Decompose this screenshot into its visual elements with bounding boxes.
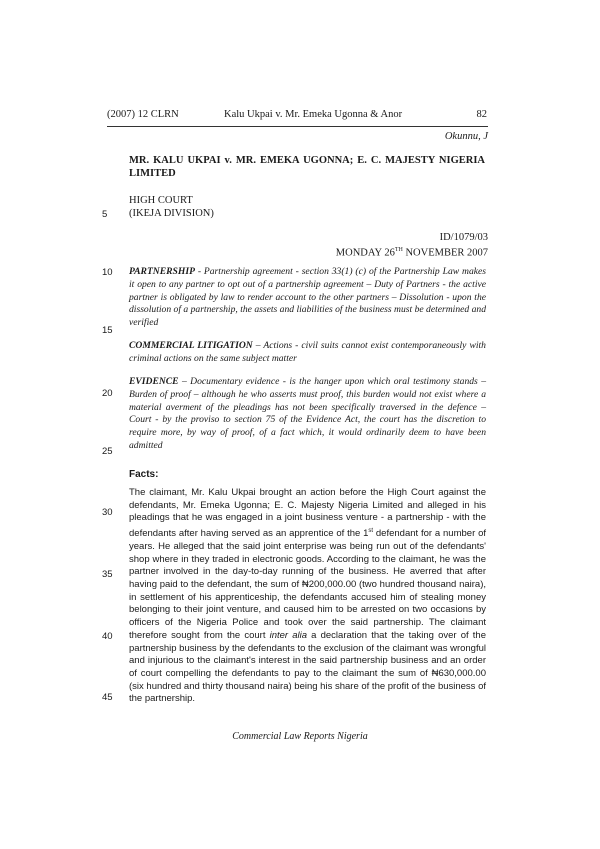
amount-paid: ₦200,000.00 (two hundred thousand naira) (301, 579, 484, 591)
line-number: 45 (102, 692, 113, 703)
suit-block (336, 231, 488, 260)
line-number: 30 (102, 507, 113, 518)
catchword-text: - Partnership agreement - section 33(1) (c) of the Partnership Law makes it open to any partner to opt out of a partnership agreement – Duty of Partners - the active partner is obligated by law to render account to the other partners – Dissolution - upon the dissolution of a partnership, the assets and liabilities of the business must be determined and verified (129, 266, 486, 329)
catchword-commercial-litigation (129, 340, 486, 366)
line-number: 20 (102, 388, 113, 399)
page-number: 82 (476, 109, 487, 120)
page-footer: Commercial Law Reports Nigeria (232, 731, 368, 742)
facts-heading: Facts: (129, 469, 159, 480)
catchword-keyword: COMMERCIAL LITIGATION (129, 340, 253, 351)
case-title: MR. KALU UKPAI v. MR. EMEKA UGONNA; E. C. MAJESTY NIGERIA LIMITED (129, 155, 485, 179)
report-citation: (2007) 12 CLRN (107, 109, 179, 120)
amount-claimed: ₦630,000.00 (six hundred and thirty thousand naira) (129, 668, 486, 692)
header-rule (107, 126, 488, 127)
catchword-text: – Actions - civil suits cannot exist contemporaneously with criminal actions on the same subject matter (129, 340, 486, 364)
suit-number: ID/1079/03 (439, 232, 488, 243)
line-number: 10 (102, 267, 113, 278)
catchword-keyword: PARTNERSHIP (129, 266, 195, 277)
line-number: 25 (102, 446, 113, 457)
catchword-text: – Documentary evidence - is the hanger upon which oral testimony stands – Burden of proof – although he who asserts must proof, this burden would not exist where a material averment of the pleadings has not been specifically traversed in the defence – Court - by the proviso to section 75 of the Evidence Act, the court has the discretion to require more, by way of proof, of a fact which, it would ordinarily deem to have been admitted (129, 376, 486, 451)
court-name: HIGH COURT (129, 195, 193, 206)
line-number: 5 (102, 209, 108, 220)
catchword-evidence (129, 376, 486, 453)
catchword-keyword: EVIDENCE (129, 376, 179, 387)
court-division: (IKEJA DIVISION) (129, 208, 214, 219)
running-header (107, 109, 487, 125)
facts-paragraph: The claimant, Mr. Kalu Ukpai brought an action before the High Court against the defendants, Mr. Emeka Ugonna; E. C. Majesty Nigeria Limited and alleged in his pleadings that he was engaged in a joint business venture - a partnership - with the defendants after having served as an apprentice of the 1st defendant for a number of years. He alleged that the said joint enterprise was being run out of the defendants' shop where in they traded in electronic goods. According to the claimant, he was the partner involved in the day-to-day running of the business. He averred that after having paid to the defendant, the sum of ₦200,000.00 (two hundred thousand naira), in settlement of his apprenticeship, the defendants accused him of stealing money belonging to their joint venture, and caused him to be arrested on two occasions by officers of the Nigeria Police and took over the said partnership. The claimant therefore sought from the court inter alia a declaration that the taking over of the partnership business by the defendants to the exclusion of the claimant was wrongful and injurious to the claimant's interest in the said partnership business and an order of court compelling the defendants to pay to the claimant the sum of ₦630,000.00 (six hundred and thirty thousand naira) being his share of the profit of the business of the partnership. (129, 487, 486, 705)
inter-alia: inter alia (269, 629, 308, 641)
line-number: 40 (102, 631, 113, 642)
header-parties: Kalu Ukpai v. Mr. Emeka Ugonna & Anor (224, 109, 403, 120)
line-number: 15 (102, 325, 113, 336)
court-block (129, 194, 214, 220)
catchword-partnership (129, 266, 486, 330)
judge-name: Okunnu, J (444, 131, 488, 142)
judgment-date: MONDAY 26TH NOVEMBER 2007 (335, 247, 488, 259)
line-number: 35 (102, 569, 113, 580)
